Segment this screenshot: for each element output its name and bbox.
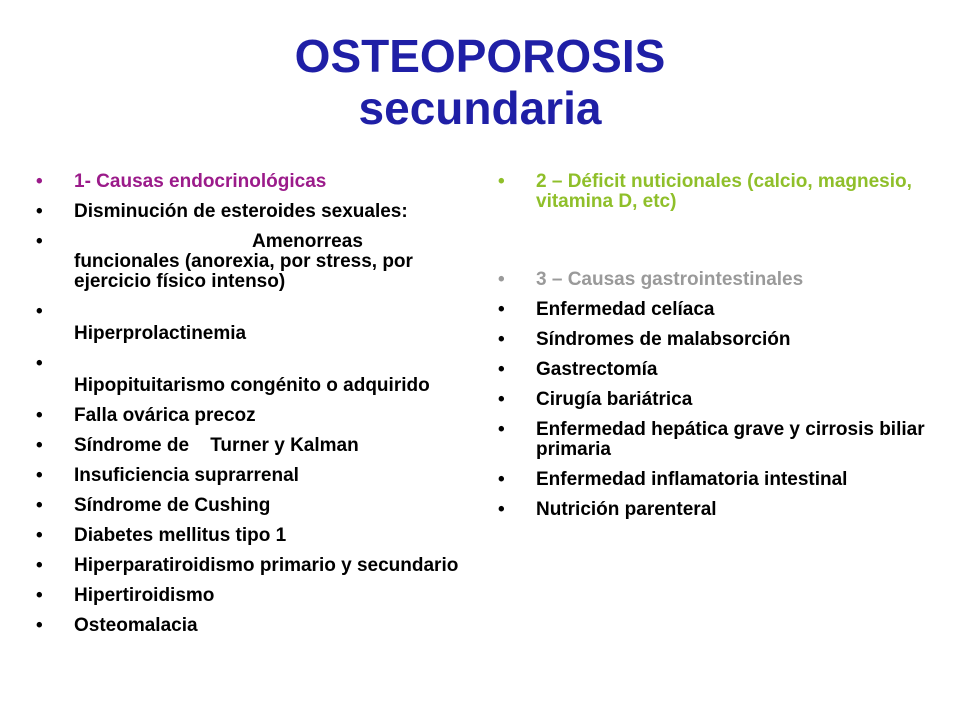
list-item [36, 526, 466, 546]
list-item [36, 436, 466, 456]
list-item-text: funcionales (anorexia, por stress, por ejercicio físico intenso) [74, 251, 413, 292]
list-item-text: Osteomalacia [74, 615, 198, 636]
list-item-text: Gastrectomía [536, 359, 658, 380]
list-item [36, 616, 466, 636]
list-item-text: Nutrición parenteral [536, 499, 717, 520]
list-item [498, 330, 928, 350]
list-item-text: Hiperparatiroidismo primario y secundario [74, 555, 459, 576]
list-item [498, 500, 928, 520]
nutrition-header-text: 2 – Déficit nuticionales (calcio, magnesio, vitamina D, etc) [536, 171, 912, 212]
list-item [36, 232, 466, 292]
list-item-text: Disminución de esteroides sexuales: [74, 201, 408, 222]
list-item [36, 496, 466, 516]
title-line-2: secundaria [358, 82, 602, 134]
list-item [36, 586, 466, 606]
slide-title [0, 30, 960, 134]
list-item-text: Falla ovárica precoz [74, 405, 256, 426]
list-item [498, 300, 928, 320]
list-item [36, 354, 466, 396]
list-item-text: • Amenorreas [252, 231, 363, 252]
list-item [36, 302, 466, 344]
list-item [498, 360, 928, 380]
list-item-text: Enfermedad inflamatoria intestinal [536, 469, 848, 490]
list-item [498, 390, 928, 410]
list-item-text: Síndrome de Turner y Kalman [74, 435, 359, 456]
list-item-text: Hiperprolactinemia [74, 323, 247, 344]
list-item [498, 420, 928, 460]
list-item-text: Cirugía bariátrica [536, 389, 693, 410]
list-item [36, 406, 466, 426]
list-item-text: Síndromes de malabsorción [536, 329, 791, 350]
list-item-gastro-header [498, 270, 928, 290]
right-column-list [498, 172, 928, 530]
list-item-nutrition-header [498, 172, 928, 212]
list-item-text: Síndrome de Cushing [74, 495, 271, 516]
list-item-text: Hipopituitarismo congénito o adquirido [74, 375, 430, 396]
list-item [36, 466, 466, 486]
list-item-endocrine-header [36, 172, 466, 192]
list-item-text: Diabetes mellitus tipo 1 [74, 525, 287, 546]
endocrine-header-text: 1- Causas endocrinológicas [74, 171, 327, 192]
list-item-text: Enfermedad hepática grave y cirrosis biliar primaria [536, 419, 925, 460]
list-item-text: Hipertiroidismo [74, 585, 215, 606]
list-item [498, 470, 928, 490]
list-item [36, 202, 466, 222]
list-item [36, 556, 466, 576]
title-line-1: OSTEOPOROSIS [294, 30, 666, 82]
left-column-list [36, 172, 466, 646]
list-item-text: Enfermedad celíaca [536, 299, 715, 320]
list-item-text: Insuficiencia suprarrenal [74, 465, 299, 486]
gastro-header-text: 3 – Causas gastrointestinales [536, 269, 804, 290]
